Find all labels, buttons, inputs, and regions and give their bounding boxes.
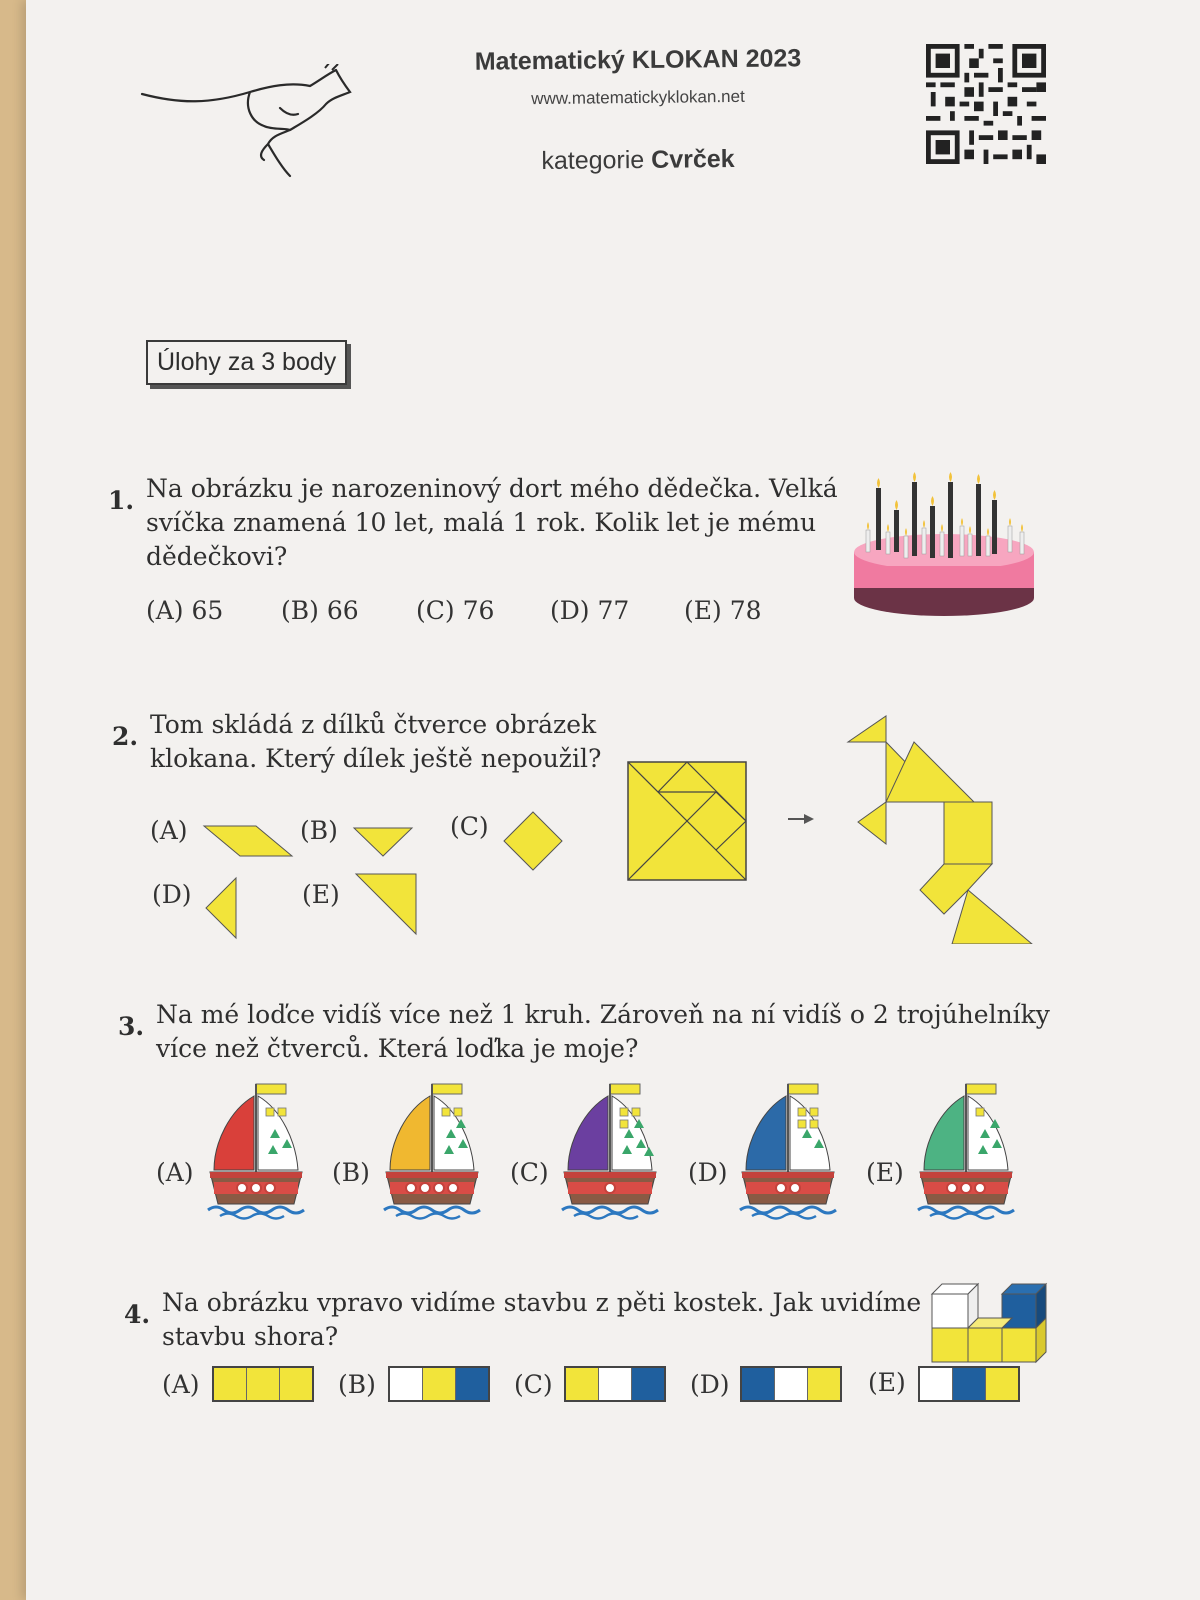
answer-option-label[interactable]: (E) xyxy=(868,1368,906,1397)
strip-cell xyxy=(422,1368,455,1400)
answer-option-label[interactable]: (A) xyxy=(162,1370,200,1399)
arrow-right-icon xyxy=(786,812,816,826)
top-view-strip xyxy=(740,1366,842,1402)
strip-cell xyxy=(214,1368,246,1400)
answer-option-label[interactable]: (B) xyxy=(332,1158,370,1187)
question-2-text xyxy=(150,708,630,776)
question-text-line: svíčka znamená 10 let, malá 1 rok. Kolik let je mému xyxy=(146,508,817,537)
question-3-text xyxy=(156,998,1076,1066)
strip-cell xyxy=(952,1368,985,1400)
question-number: 4. xyxy=(124,1300,151,1329)
answer-option-label[interactable]: (C) xyxy=(450,812,489,841)
cube-building-icon xyxy=(930,1282,1048,1364)
question-text-line: Tom skládá z dílků čtverce obrázek xyxy=(150,710,597,739)
category-prefix: kategorie xyxy=(541,145,645,176)
tangram-large-triangle-icon[interactable] xyxy=(354,872,420,938)
tangram-parallelogram-icon[interactable] xyxy=(202,824,296,860)
tangram-triangle-icon[interactable] xyxy=(352,826,414,858)
tangram-small-triangle-icon[interactable] xyxy=(204,876,240,940)
answer-option[interactable]: (C) 76 xyxy=(416,596,495,625)
question-text-line: Na obrázku je narozeninový dort mého dědečka. Velká xyxy=(146,474,838,503)
answer-option[interactable]: (D) 77 xyxy=(550,596,630,625)
question-text-line: více než čtverců. Která loďka je moje? xyxy=(156,1034,639,1063)
question-number: 2. xyxy=(112,722,139,751)
answer-option-label[interactable]: (C) xyxy=(514,1370,553,1399)
strip-cell xyxy=(920,1368,952,1400)
answer-option-label[interactable]: (A) xyxy=(150,816,188,845)
tangram-square-piece-icon[interactable] xyxy=(502,810,564,872)
category-name: Cvrček xyxy=(651,144,735,174)
answer-option-label[interactable]: (B) xyxy=(300,816,338,845)
answer-option-label[interactable]: (D) xyxy=(690,1370,730,1399)
answer-option[interactable]: (B) 66 xyxy=(281,596,359,625)
top-view-strip xyxy=(918,1366,1020,1402)
answer-option-label[interactable]: (B) xyxy=(338,1370,376,1399)
strip-cell xyxy=(566,1368,598,1400)
kangaroo-logo-icon xyxy=(140,64,360,184)
answer-option-label[interactable]: (D) xyxy=(152,880,192,909)
contest-url[interactable]: www.matematickyklokan.net xyxy=(531,86,745,109)
boat-options xyxy=(156,1080,1076,1240)
answer-option-label[interactable]: (C) xyxy=(510,1158,549,1187)
strip-cell xyxy=(390,1368,422,1400)
sailboat-icon xyxy=(738,1080,838,1220)
answer-option[interactable]: (A) 65 xyxy=(146,596,224,625)
strip-cell xyxy=(598,1368,631,1400)
question-number: 3. xyxy=(118,1012,145,1041)
answer-option-label[interactable]: (A) xyxy=(156,1158,194,1187)
sailboat-icon xyxy=(382,1080,482,1220)
section-label: Úlohy za 3 body xyxy=(146,340,347,385)
tangram-square-icon xyxy=(626,760,748,882)
answer-option-label[interactable]: (E) xyxy=(866,1158,904,1187)
top-view-strip xyxy=(388,1366,490,1402)
question-1-options xyxy=(146,596,826,630)
question-text-line: Na obrázku vpravo vidíme stavbu z pěti kostek. Jak uvidíme xyxy=(162,1288,922,1317)
qr-code-icon[interactable] xyxy=(926,44,1046,164)
question-text-line: Na mé loďce vidíš více než 1 kruh. Zároveň na ní vidíš o 2 trojúhelníky xyxy=(156,1000,1050,1029)
strip-cell xyxy=(246,1368,279,1400)
answer-option-label[interactable]: (E) xyxy=(302,880,340,909)
answer-option-label[interactable]: (D) xyxy=(688,1158,728,1187)
strip-cell xyxy=(631,1368,664,1400)
strip-cell xyxy=(985,1368,1018,1400)
sailboat-icon xyxy=(916,1080,1016,1220)
strip-cell xyxy=(774,1368,807,1400)
question-1-text xyxy=(146,472,846,574)
question-number: 1. xyxy=(108,486,135,515)
top-view-strip xyxy=(212,1366,314,1402)
worksheet-page xyxy=(26,0,1200,1600)
tangram-kangaroo-icon xyxy=(844,714,1044,944)
question-text-line: stavbu shora? xyxy=(162,1322,339,1351)
question-text-line: klokana. Který dílek ještě nepoužil? xyxy=(150,744,602,773)
strip-cell xyxy=(807,1368,840,1400)
answer-option[interactable]: (E) 78 xyxy=(684,596,762,625)
birthday-cake-icon xyxy=(846,470,1042,630)
strip-cell xyxy=(742,1368,774,1400)
question-4-options xyxy=(162,1366,1062,1406)
strip-cell xyxy=(455,1368,488,1400)
contest-title: Matematický KLOKAN 2023 xyxy=(474,44,802,76)
strip-cell xyxy=(279,1368,312,1400)
top-view-strip xyxy=(564,1366,666,1402)
question-text-line: dědečkovi? xyxy=(146,542,288,571)
question-4-text xyxy=(162,1286,922,1354)
sailboat-icon xyxy=(206,1080,306,1220)
sailboat-icon xyxy=(560,1080,660,1220)
category-line xyxy=(418,144,858,178)
